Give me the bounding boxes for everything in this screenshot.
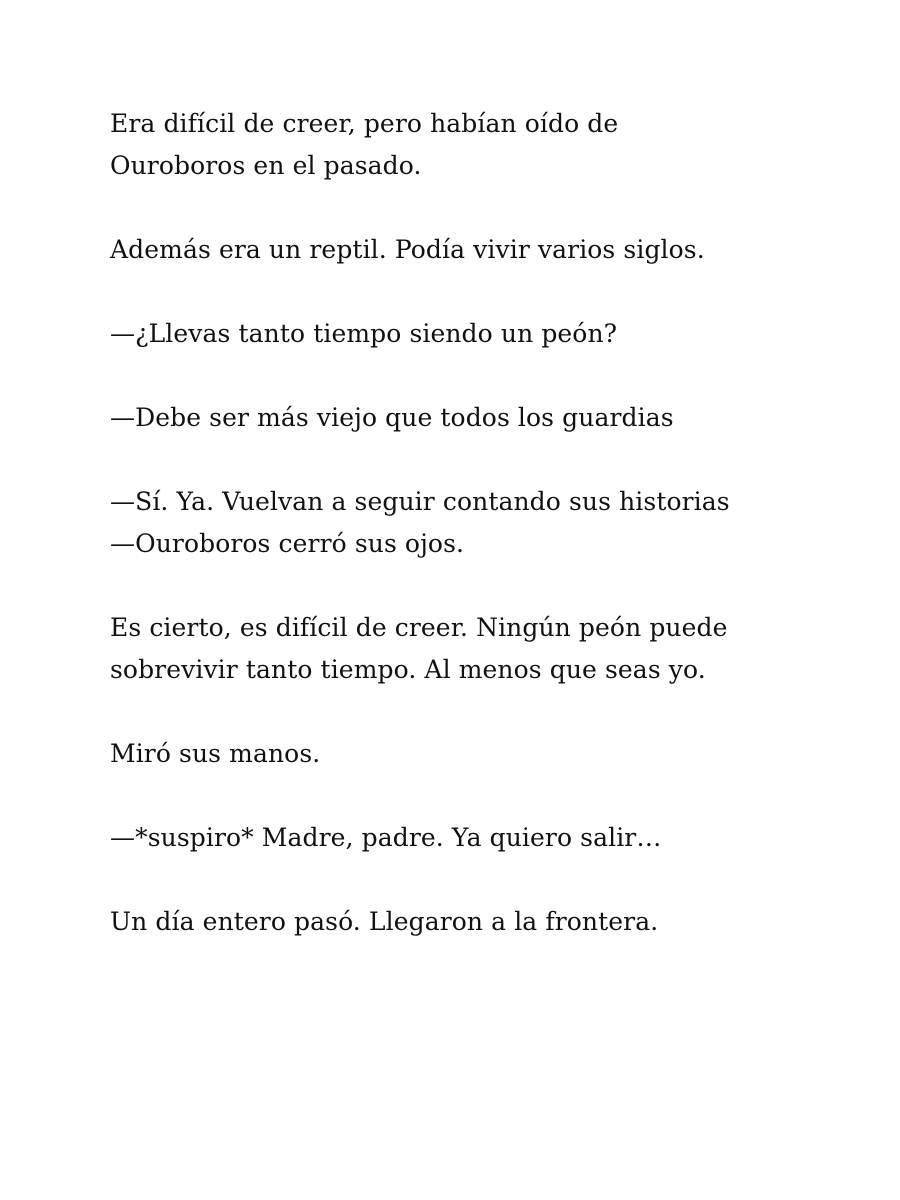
text-line: —¿Llevas tanto tiempo siendo un peón?	[110, 319, 618, 348]
dialogue-paragraph	[110, 817, 830, 859]
text-line: Un día entero pasó. Llegaron a la frontera.	[110, 907, 659, 936]
dialogue-paragraph	[110, 313, 830, 355]
text-line: —Ouroboros cerró sus ojos.	[110, 529, 465, 558]
paragraph	[110, 607, 830, 691]
text-line: —*suspiro* Madre, padre. Ya quiero salir…	[110, 823, 662, 852]
paragraph	[110, 901, 830, 943]
text-line: —Debe ser más viejo que todos los guardias	[110, 403, 674, 432]
text-line: Ouroboros en el pasado.	[110, 151, 422, 180]
text-line: Era difícil de creer, pero habían oído de	[110, 109, 619, 138]
story-text	[110, 103, 830, 985]
paragraph	[110, 733, 830, 775]
dialogue-paragraph	[110, 397, 830, 439]
paragraph	[110, 103, 830, 187]
text-line: —Sí. Ya. Vuelvan a seguir contando sus historias	[110, 487, 730, 516]
paragraph	[110, 229, 830, 271]
dialogue-paragraph	[110, 481, 830, 565]
text-line: sobrevivir tanto tiempo. Al menos que seas yo.	[110, 655, 706, 684]
text-line: Además era un reptil. Podía vivir varios siglos.	[110, 235, 705, 264]
text-line: Es cierto, es difícil de creer. Ningún peón puede	[110, 613, 728, 642]
text-line: Miró sus manos.	[110, 739, 321, 768]
